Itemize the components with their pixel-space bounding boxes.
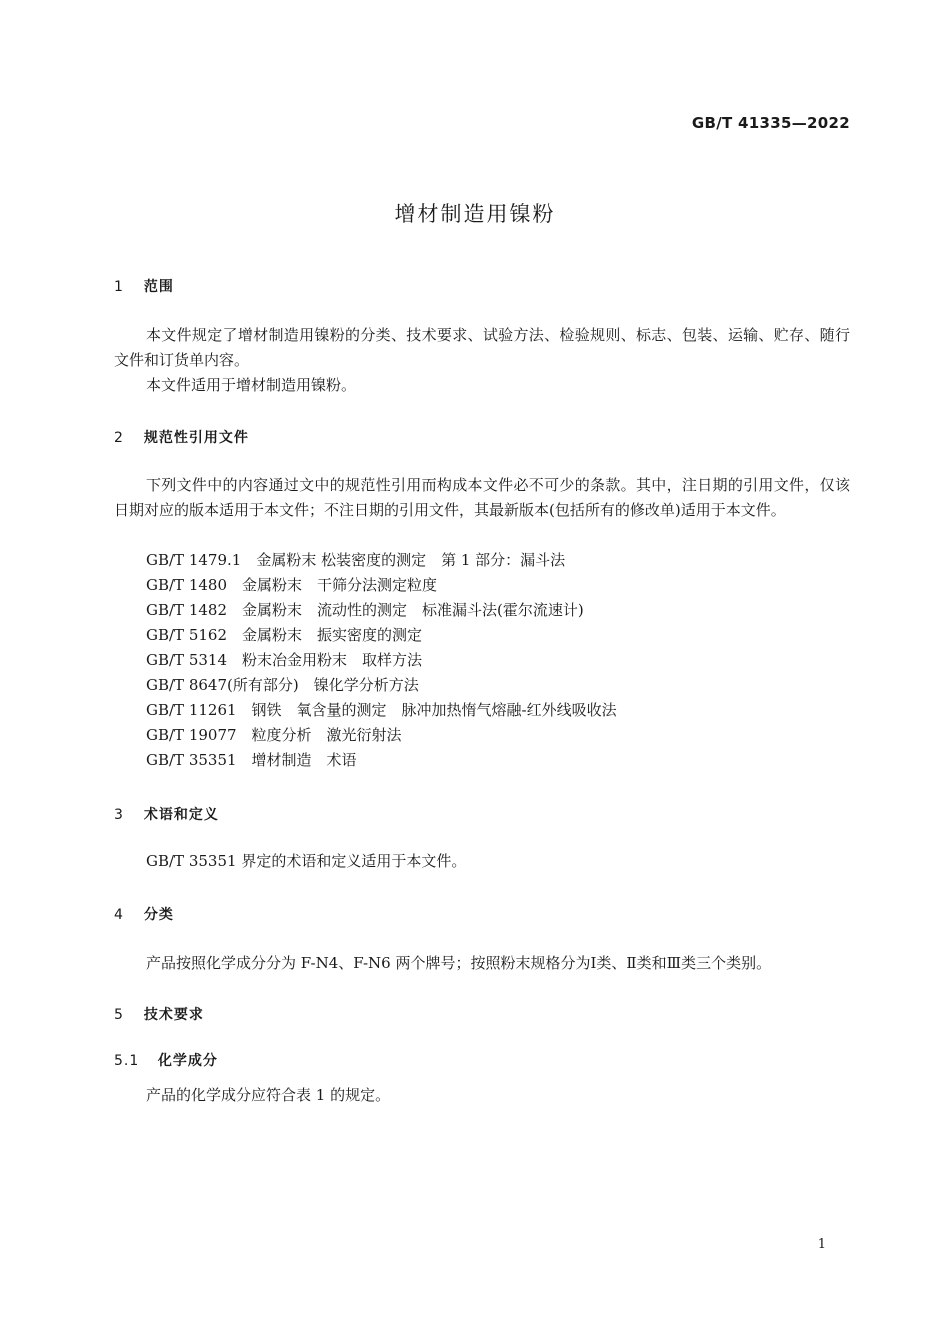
reference-item: GB/T 11261 钢铁 氧含量的测定 脉冲加热惰气熔融-红外线吸收法 (146, 701, 617, 719)
reference-item: GB/T 1480 金属粉末 干筛分法测定粒度 (146, 576, 438, 594)
section-2-heading (114, 427, 249, 447)
subsection-5-1-heading (114, 1050, 218, 1070)
subsection-5-1-para: 产品的化学成分应符合表 1 的规定。 (146, 1086, 391, 1104)
section-4-para: 产品按照化学成分分为 F-N4、F-N6 两个牌号；按照粉末规格分为Ⅰ类、Ⅱ类和Ⅲ类三个类别。 (146, 954, 772, 972)
section-5-heading (114, 1004, 204, 1024)
section-title: 术语和定义 (143, 807, 219, 823)
section-number: 1 (114, 279, 124, 295)
section-title: 范围 (143, 279, 174, 295)
reference-item: GB/T 35351 增材制造 术语 (146, 751, 357, 769)
standard-code: GB/T 41335—2022 (691, 114, 850, 132)
reference-item: GB/T 5162 金属粉末 振实密度的测定 (146, 626, 423, 644)
section-title: 分类 (143, 907, 174, 923)
section-2-intro: 下列文件中的内容通过文中的规范性引用而构成本文件必不可少的条款。其中，注日期的引用文件，仅该日期对应的版本适用于本文件；不注日期的引用文件，其最新版本(包括所有的修改单)适用于本文件。 (114, 476, 850, 519)
reference-item: GB/T 8647(所有部分) 镍化学分析方法 (146, 676, 419, 694)
normative-reference-list (146, 548, 850, 773)
section-4-heading (114, 904, 174, 924)
section-3-heading (114, 804, 219, 824)
section-number: 4 (114, 907, 124, 923)
document-title: 增材制造用镍粉 (394, 202, 556, 226)
subsection-title: 化学成分 (157, 1053, 218, 1069)
reference-item: GB/T 1479.1 金属粉末 松装密度的测定 第 1 部分：漏斗法 (146, 551, 566, 569)
reference-item: GB/T 19077 粒度分析 激光衍射法 (146, 726, 402, 744)
section-1-para-1: 本文件规定了增材制造用镍粉的分类、技术要求、试验方法、检验规则、标志、包装、运输、贮存、随行文件和订货单内容。 (114, 326, 850, 369)
section-number: 2 (114, 430, 124, 446)
reference-item: GB/T 5314 粉末冶金用粉末 取样方法 (146, 651, 423, 669)
section-title: 技术要求 (143, 1007, 204, 1023)
section-3-para: GB/T 35351 界定的术语和定义适用于本文件。 (146, 852, 467, 870)
page-number: 1 (817, 1237, 826, 1252)
subsection-number: 5.1 (114, 1053, 140, 1069)
section-1-heading (114, 276, 174, 296)
reference-item: GB/T 1482 金属粉末 流动性的测定 标准漏斗法(霍尔流速计) (146, 601, 584, 619)
section-number: 3 (114, 807, 124, 823)
section-title: 规范性引用文件 (143, 430, 249, 446)
section-number: 5 (114, 1007, 124, 1023)
section-1-para-2: 本文件适用于增材制造用镍粉。 (146, 376, 357, 394)
